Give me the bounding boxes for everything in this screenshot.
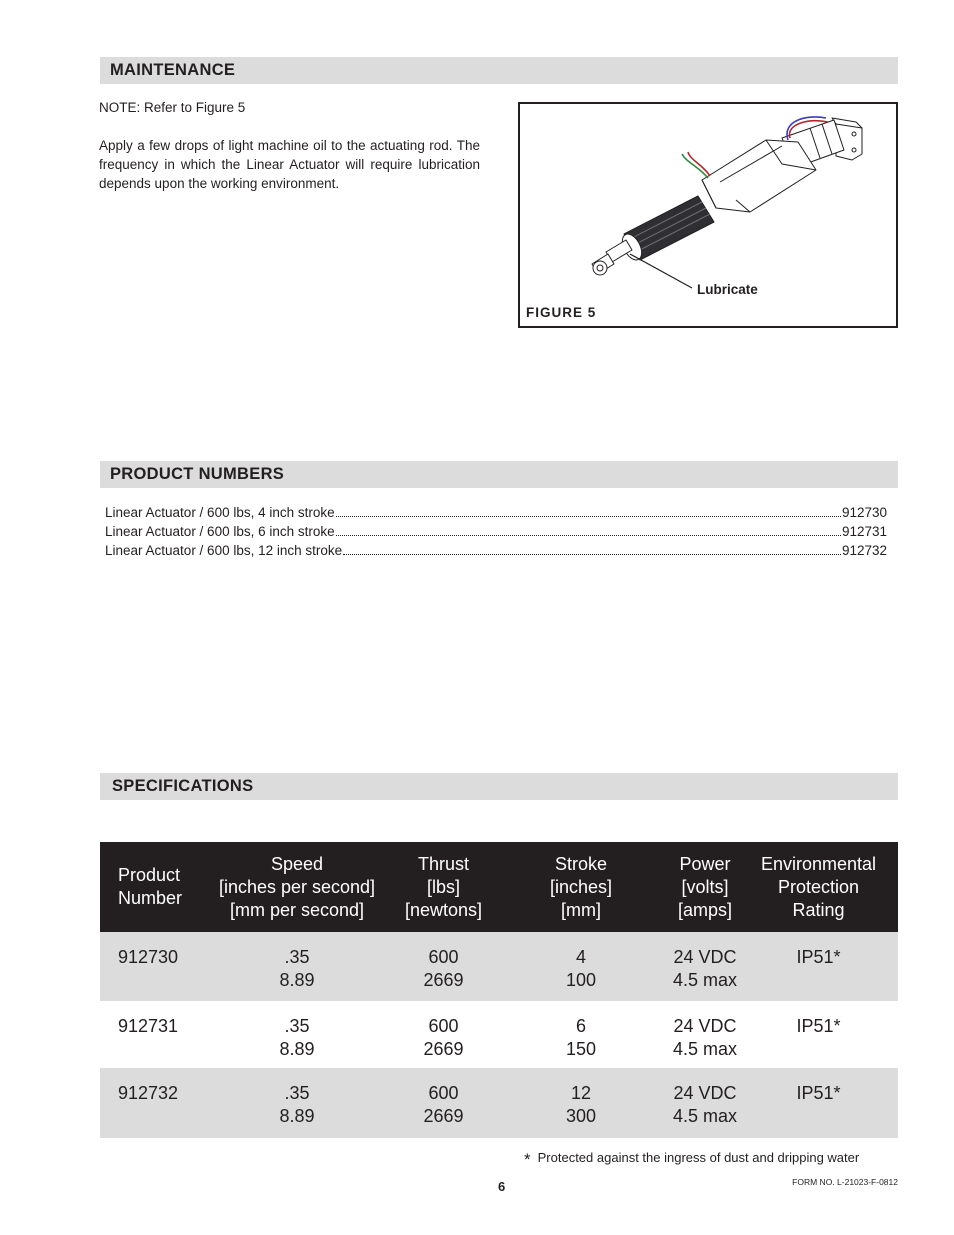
product-number: 912731 [841,524,887,539]
figure-5 [518,102,898,328]
specifications-table [100,842,898,1138]
header-speed: Speed [inches per second] [mm per second] [198,842,396,932]
product-number: 912732 [841,543,887,558]
header-environmental-rating: Environmental Protection Rating [739,842,898,932]
product-numbers-heading: PRODUCT NUMBERS [100,461,898,488]
cell-product-number: 912730 [100,932,198,1001]
cell-power: 24 VDC 4.5 max [671,1068,739,1138]
product-description: Linear Actuator / 600 lbs, 6 inch stroke [105,524,335,539]
product-description: Linear Actuator / 600 lbs, 12 inch stroke [105,543,343,558]
cell-stroke: 4 100 [491,932,671,1001]
cell-thrust: 600 2669 [396,932,491,1001]
product-description: Linear Actuator / 600 lbs, 4 inch stroke [105,505,335,520]
cell-stroke: 6 150 [565,1016,597,1059]
product-numbers-list [105,503,887,560]
cell-stroke: 12 300 [491,1068,671,1138]
cell-speed: .35 8.89 [198,1068,396,1138]
dot-leader [336,516,841,517]
lubricate-callout: Lubricate [697,282,758,297]
header-power: Power [volts] [amps] [671,842,739,932]
cell-rating: IP51* [739,932,898,1001]
header-product-number: Product Number [100,842,198,932]
cell-power: 24 VDC 4.5 max [671,932,739,1001]
product-number: 912730 [841,505,887,520]
page-number: 6 [498,1179,506,1194]
cell-power: 24 VDC 4.5 max [672,1016,738,1059]
cell-speed: .35 8.89 [198,932,396,1001]
cell-speed: .35 8.89 [279,1016,315,1059]
table-row [100,1068,898,1138]
dot-leader [343,554,841,555]
table-row [100,1001,898,1068]
specifications-heading: SPECIFICATIONS [100,773,898,800]
cell-thrust: 600 2669 [423,1016,464,1059]
cell-rating: IP51* [739,1068,898,1138]
cell-thrust: 600 2669 [396,1068,491,1138]
maintenance-note: NOTE: Refer to Figure 5 [99,100,246,115]
list-item [105,541,887,560]
cell-rating: IP51* [796,1016,841,1036]
table-header-row [100,842,898,932]
footnote-mark: * [524,1150,531,1169]
maintenance-heading: MAINTENANCE [100,57,898,84]
table-row [100,932,898,1001]
cell-product-number: 912732 [100,1068,198,1138]
header-stroke: Stroke [inches] [mm] [491,842,671,932]
dot-leader [336,535,841,536]
figure-caption: FIGURE 5 [526,305,597,320]
form-number: FORM NO. L-21023-F-0812 [792,1177,898,1187]
list-item [105,503,887,522]
header-thrust: Thrust [lbs] [newtons] [396,842,491,932]
maintenance-body: Apply a few drops of light machine oil to the actuating rod. The frequency in which the Linear Actuator will require lubrication depends upon the working environment. [99,138,480,191]
cell-product-number: 912731 [118,1016,179,1036]
list-item [105,522,887,541]
footnote-text: Protected against the ingress of dust and dripping water [537,1150,860,1165]
footnote [524,1150,859,1170]
